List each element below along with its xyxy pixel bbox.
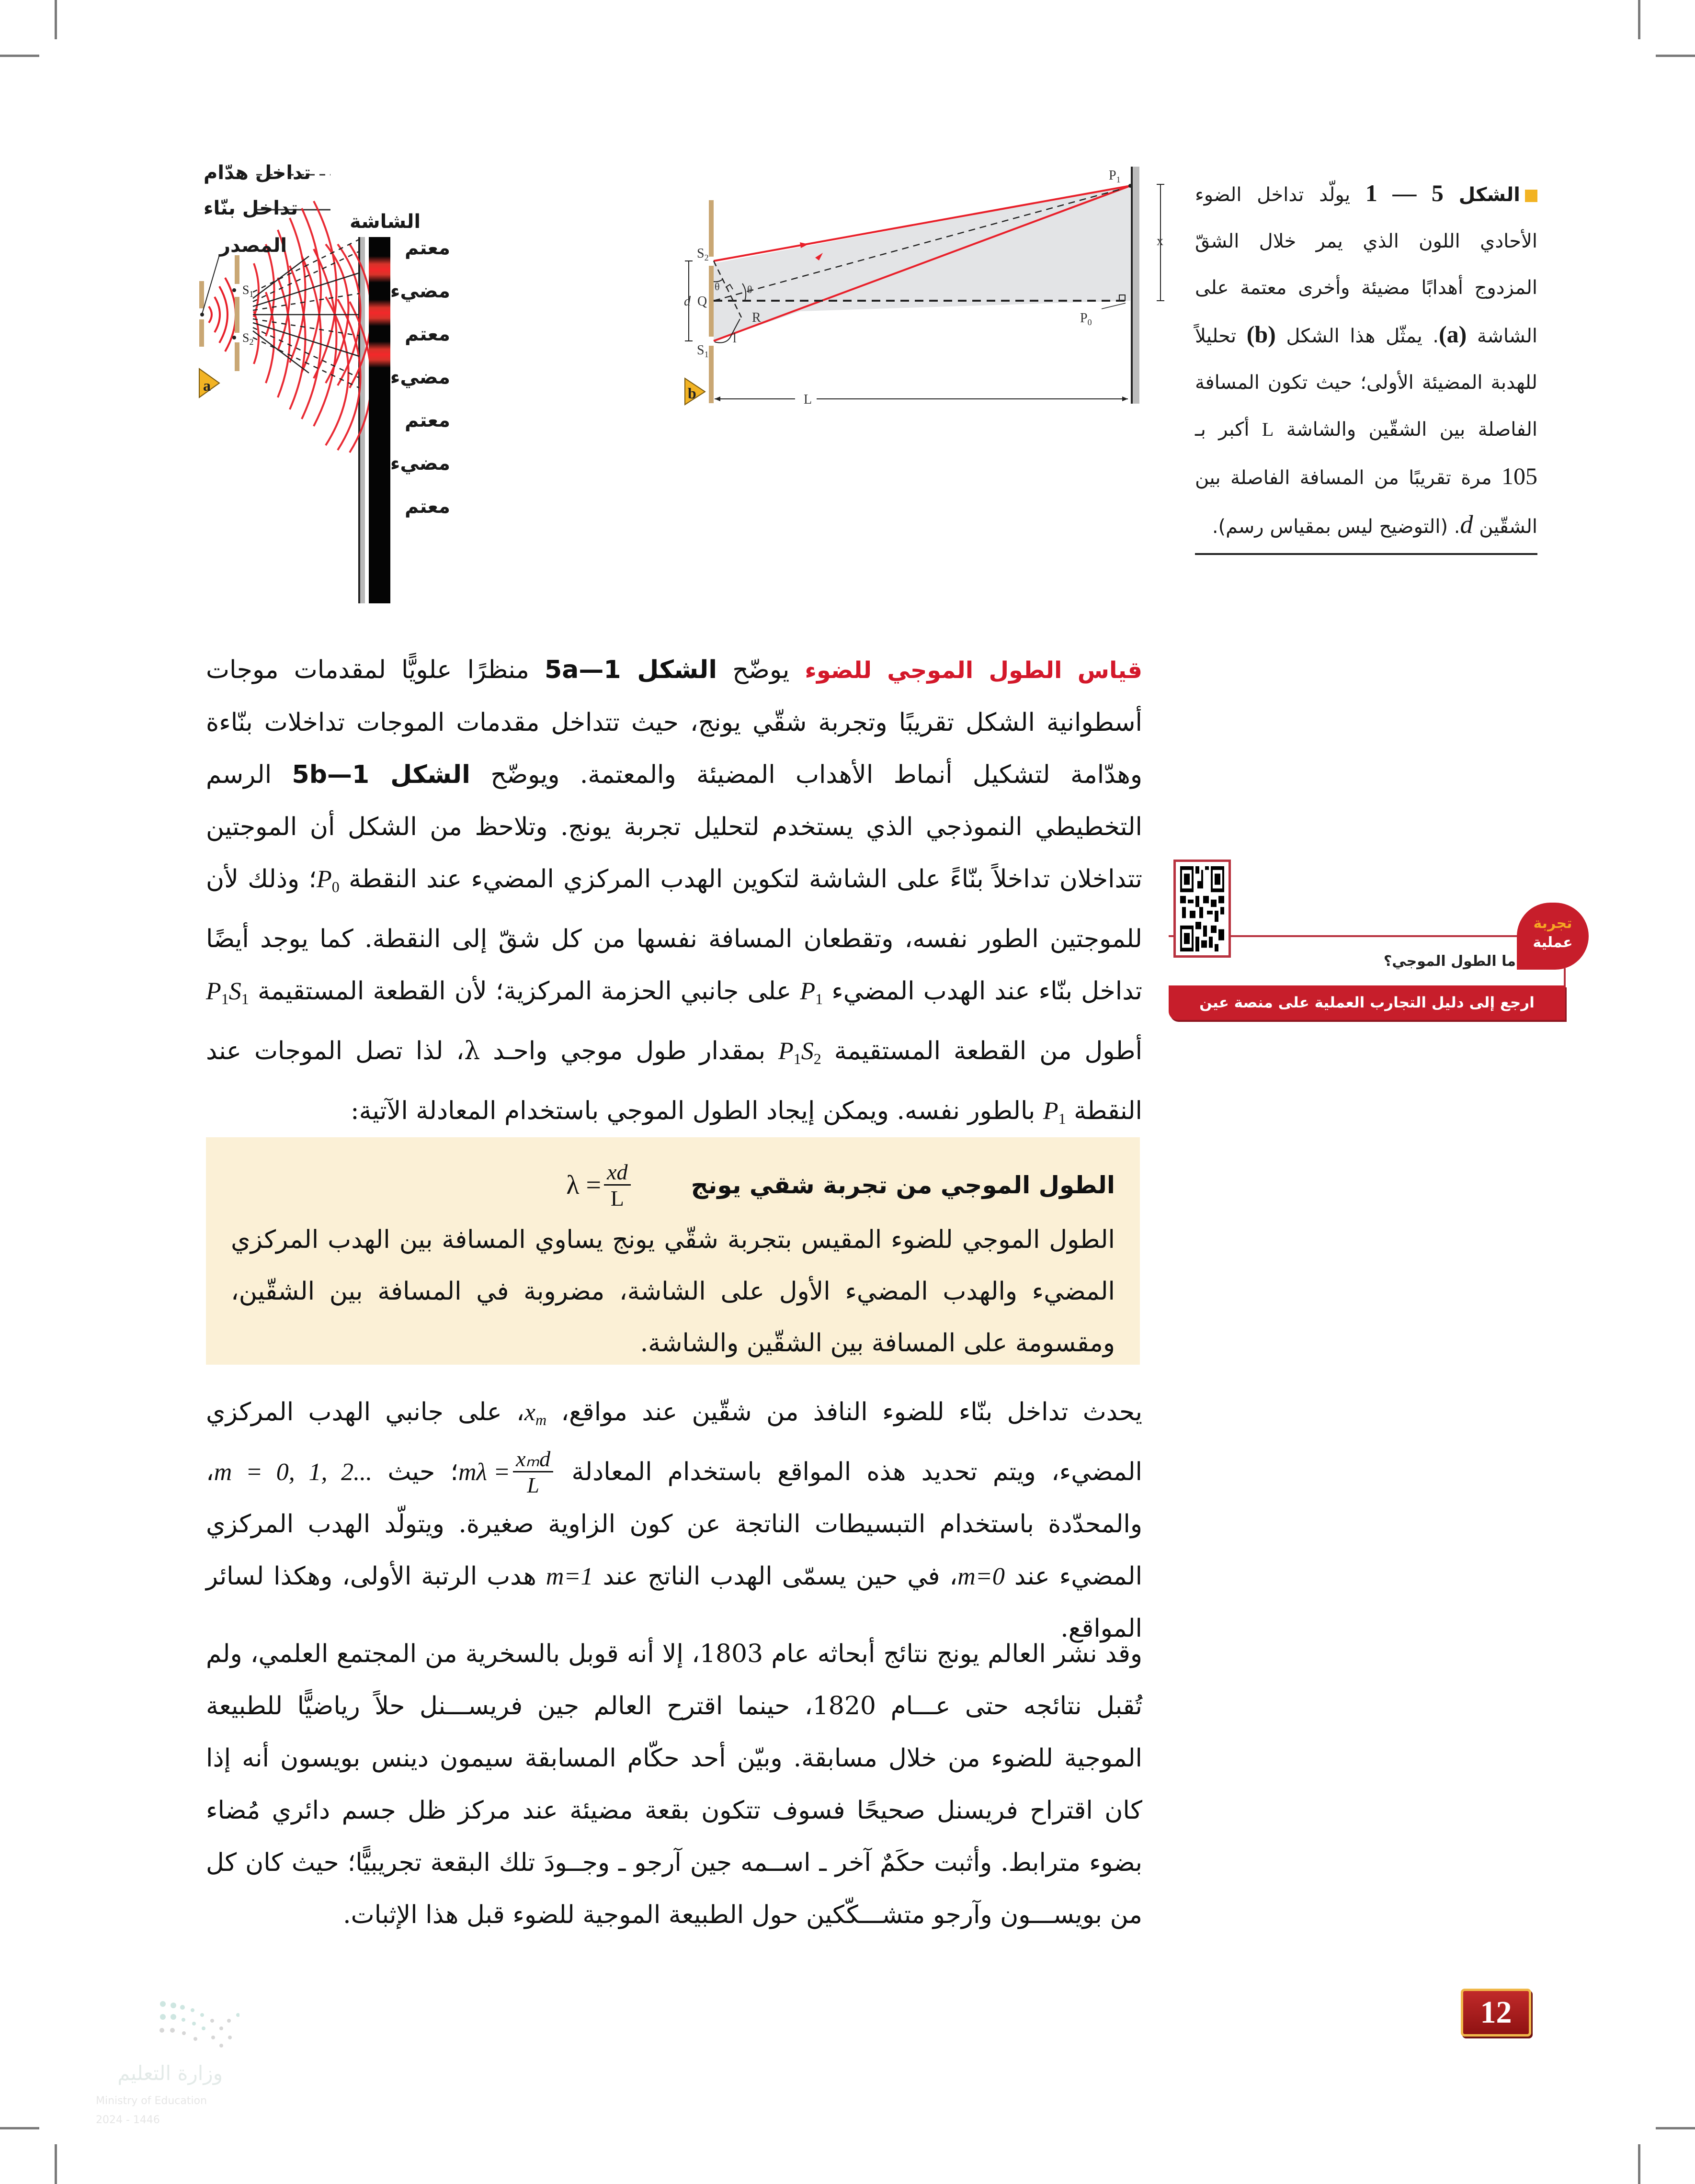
badge-line-1: تجربة	[1533, 915, 1572, 932]
symbol-p1: $P_1$	[800, 978, 823, 1007]
fringe-label: معتم	[404, 496, 450, 518]
qr-code-icon[interactable]	[1173, 860, 1231, 958]
caption-ref-a: (a)	[1438, 321, 1467, 348]
equation-title-row	[231, 1156, 1115, 1214]
wavelength-formula	[566, 1159, 633, 1211]
screen-label: الشاشة	[350, 211, 421, 233]
segment-p1s1: $P_1S_1$	[206, 978, 249, 1007]
badge-line-2: عملية	[1533, 934, 1573, 951]
caption-ref-b: (b)	[1246, 321, 1276, 348]
ministry-year: 2024 - 1446	[96, 2114, 160, 2126]
figure-reference-5b[interactable]: الشكل 5b—1	[292, 760, 470, 789]
label-r: R	[752, 310, 761, 325]
fringe-label: مضيء	[390, 366, 450, 388]
text: الرسم التخطيطي النموذجي الذي يستخدم لتحليل تجربة يونج. وتلاحظ من الشكل أن الموجتين تتداخلان تداخلاً بنّاءً على الشاشة لتكوين الهدب المركزي المضيء عند النقطة	[206, 760, 1142, 894]
fringe-label: معتم	[404, 323, 450, 345]
panel-label-a: a	[203, 377, 211, 394]
figure-b-geometry	[680, 163, 1178, 613]
text: ؛ حيث	[387, 1458, 458, 1486]
label-q: Q	[697, 294, 707, 309]
caption-text: . يمثّل هذا الشكل	[1286, 325, 1439, 347]
text: بالطور نفسه. ويمكن إيجاد الطول الموجي باستخدام المعادلة الآتية:	[351, 1097, 1035, 1125]
section-heading: قياس الطول الموجي للضوء	[805, 657, 1143, 684]
symbol-p1: $P_1$	[1043, 1098, 1066, 1127]
caption-text: أكبر بـ	[1195, 419, 1250, 441]
crop-mark	[55, 0, 57, 39]
qr-code-icon	[1180, 866, 1224, 951]
slit-s1-label: $S_1$	[242, 283, 254, 299]
source-label: المصدر	[219, 235, 287, 257]
experiment-reference-link[interactable]: ارجع إلى دليل التجارب العملية على منصة عين الإثرائية	[1169, 985, 1565, 1020]
symbol-xm: $x_m$	[524, 1399, 547, 1428]
text: بمقدار طول موجي واحـد λ، لذا تصل الموجات عند النقطة	[206, 1037, 1142, 1125]
segment-p1s2: $P_1S_2$	[778, 1038, 821, 1067]
text: ؛ وذلك لأن للموجتين الطور نفسه، وتقطعان المسافة نفسها من كل شقّ إلى النقطة. كما يوجد أيضًا تداخل بنّاء عند الهدب المضيء	[206, 865, 1143, 1006]
figure-a-wave-interference	[192, 158, 699, 613]
label-s1: $S_1$	[697, 343, 709, 359]
m-one: m=1	[546, 1563, 593, 1590]
figure-reference-5a[interactable]: الشكل 5a—1	[545, 656, 717, 684]
formula-fraction	[604, 1161, 630, 1210]
crop-mark	[1656, 2127, 1695, 2129]
text: على جانبي الحزمة المركزية؛ لأن القطعة المستقيمة	[257, 977, 792, 1006]
practical-experiment-box	[1169, 848, 1590, 1046]
caption-text: تحليلاً للهدبة المضيئة الأولى؛ حيث تكون المسافة الفاصلة بين الشقّين والشاشة	[1195, 325, 1538, 441]
caption-l: L	[1262, 419, 1274, 440]
text: ، والمحدّدة باستخدام التبسيطات الناتجة عن كون الزاوية صغيرة. ويتولّد الهدب المركزي المضيء عند	[206, 1458, 1143, 1591]
position-formula: mλ = $\frac{\text{xₘd}}{L}$	[458, 1446, 556, 1498]
equation-title: الطول الموجي من تجربة شقي يونج	[691, 1171, 1115, 1199]
practical-experiment-badge	[1517, 903, 1589, 970]
caption-d: d	[1460, 510, 1473, 539]
label-theta: θ	[715, 281, 720, 293]
label-l-path: l	[733, 331, 737, 346]
fringe-label: مضيء	[390, 453, 450, 475]
m-zero: m=0	[957, 1563, 1005, 1590]
text: أطول من القطعة المستقيمة	[834, 1037, 1143, 1065]
fringe-label: معتم	[404, 409, 450, 431]
ministry-name-english: Ministry of Education	[96, 2095, 207, 2107]
ministry-logo	[96, 1978, 321, 2136]
young-slit-geometry-diagram	[680, 163, 1178, 613]
crop-mark	[1638, 2144, 1640, 2184]
fringe-label: معتم	[404, 237, 450, 259]
text: يوضّح	[732, 656, 790, 684]
crop-mark	[1638, 0, 1640, 39]
label-p0: $P_0$	[1080, 311, 1092, 327]
divider	[1564, 968, 1566, 987]
label-s2: $S_2$	[697, 246, 709, 262]
page-number: 12	[1461, 1989, 1531, 2037]
experiment-question: ما الطول الموجي؟	[1383, 953, 1516, 970]
caption-square-icon	[1525, 190, 1537, 202]
label-x: x	[1157, 234, 1163, 249]
paragraph-2	[206, 1386, 1142, 1655]
label-p1: $P_1$	[1109, 168, 1121, 184]
caption-fig-word: الشكل	[1458, 184, 1520, 206]
crop-mark	[55, 2144, 57, 2184]
legend-destructive-label: تداخل هدّام	[204, 162, 311, 184]
caption-text: . (التوضيح ليس بمقياس رسم).	[1212, 516, 1460, 538]
caption-text: يولّد تداخل الضوء الأحادي اللون الذي يمر خلال الشقّ المزدوج أهدابًا مضيئة وأخرى معتمة على الشاشة	[1195, 184, 1537, 347]
formula-denominator: L	[610, 1186, 624, 1211]
legend-constructive-label: تداخل بنّاء	[204, 197, 298, 219]
label-theta: θ	[747, 283, 752, 295]
panel-label-b: b	[688, 385, 696, 402]
ministry-name-arabic: وزارة التعليم	[117, 2061, 223, 2085]
m-values: m = 0, 1, 2...	[214, 1459, 373, 1486]
crop-mark	[0, 55, 39, 57]
text: ، على جانبي الهدب المركزي المضيء، ويتم تحديد هذه المواقع باستخدام المعادلة	[206, 1398, 1142, 1486]
caption-text: مرة تقريبًا من المسافة الفاصلة بين الشقّين	[1195, 467, 1537, 538]
equation-box	[206, 1137, 1140, 1365]
text: منظرًا علويًّا لمقدمات موجات أسطوانية الشكل تقريبًا وتجربة شقّي يونج، حيث تتداخل مقدمات الموجات تداخلات بنّاءة وهدّامة لتشكيل أنماط الأهداب المضيئة والمعتمة. ويوضّح	[206, 656, 1143, 789]
equation-description: الطول الموجي للضوء المقيس بتجربة شقّي يونج يساوي المسافة بين الهدب المركزي المضيء والهدب المضيء الأول على الشاشة، مضروبة في المسافة بين الشقّين، ومقسومة على المسافة بين الشقّين والشاشة.	[231, 1225, 1115, 1358]
figure-caption	[1195, 170, 1537, 555]
formula-numerator: xd	[604, 1161, 630, 1186]
text: هدب الرتبة الأولى، وهكذا لسائر المواقع.	[206, 1562, 1142, 1643]
caption-fig-number: 5 — 1	[1365, 180, 1444, 206]
formula-lhs: λ =	[566, 1170, 602, 1200]
symbol-p0: $P_0$	[316, 866, 340, 895]
label-l-length: L	[804, 392, 812, 407]
fringe-label: مضيء	[390, 280, 450, 302]
text: ، في حين يسمّى الهدب الناتج عند	[603, 1562, 958, 1591]
paragraph-3: وقد نشر العالم يونج نتائج أبحاثه عام 1803، إلا أنه قوبل بالسخرية من المجتمع العلمي، ولم تُقبل نتائجه حتى عـــام 1820، حينما اقترح العالم جين فريســـنل حلاً رياضيًّا للطبيعة الموجية للضوء من خلال مسابقة. وبيّن أحد حكّام المسابقة سيمون دينس بويسون أنه إذا كان اقتراح فريسنل صحيحًا فسوف تتكون بقعة مضيئة عند مركز ظل جسم دائري مُضاء بضوء مترابط. وأثبت حكَمٌ آخر ـ اســمه جين آرجو ـ وجــودَ تلك البقعة تجريبيًّا؛ حيث كان كل من بويســـون وآرجو متشـــكّكين حول الطبيعة الموجية للضوء قبل هذا الإثبات.	[206, 1640, 1142, 1929]
caption-times: 105	[1502, 463, 1537, 489]
text: يحدث تداخل بنّاء للضوء النافذ من شقّين عند مواقع،	[561, 1398, 1142, 1426]
label-d: d	[684, 294, 691, 309]
crop-mark	[1656, 55, 1695, 57]
slit-s2-label: $S_2$	[242, 331, 254, 347]
ministry-dots-icon	[96, 1978, 239, 2059]
crop-mark	[0, 2127, 39, 2129]
paragraph-1	[206, 644, 1142, 1145]
